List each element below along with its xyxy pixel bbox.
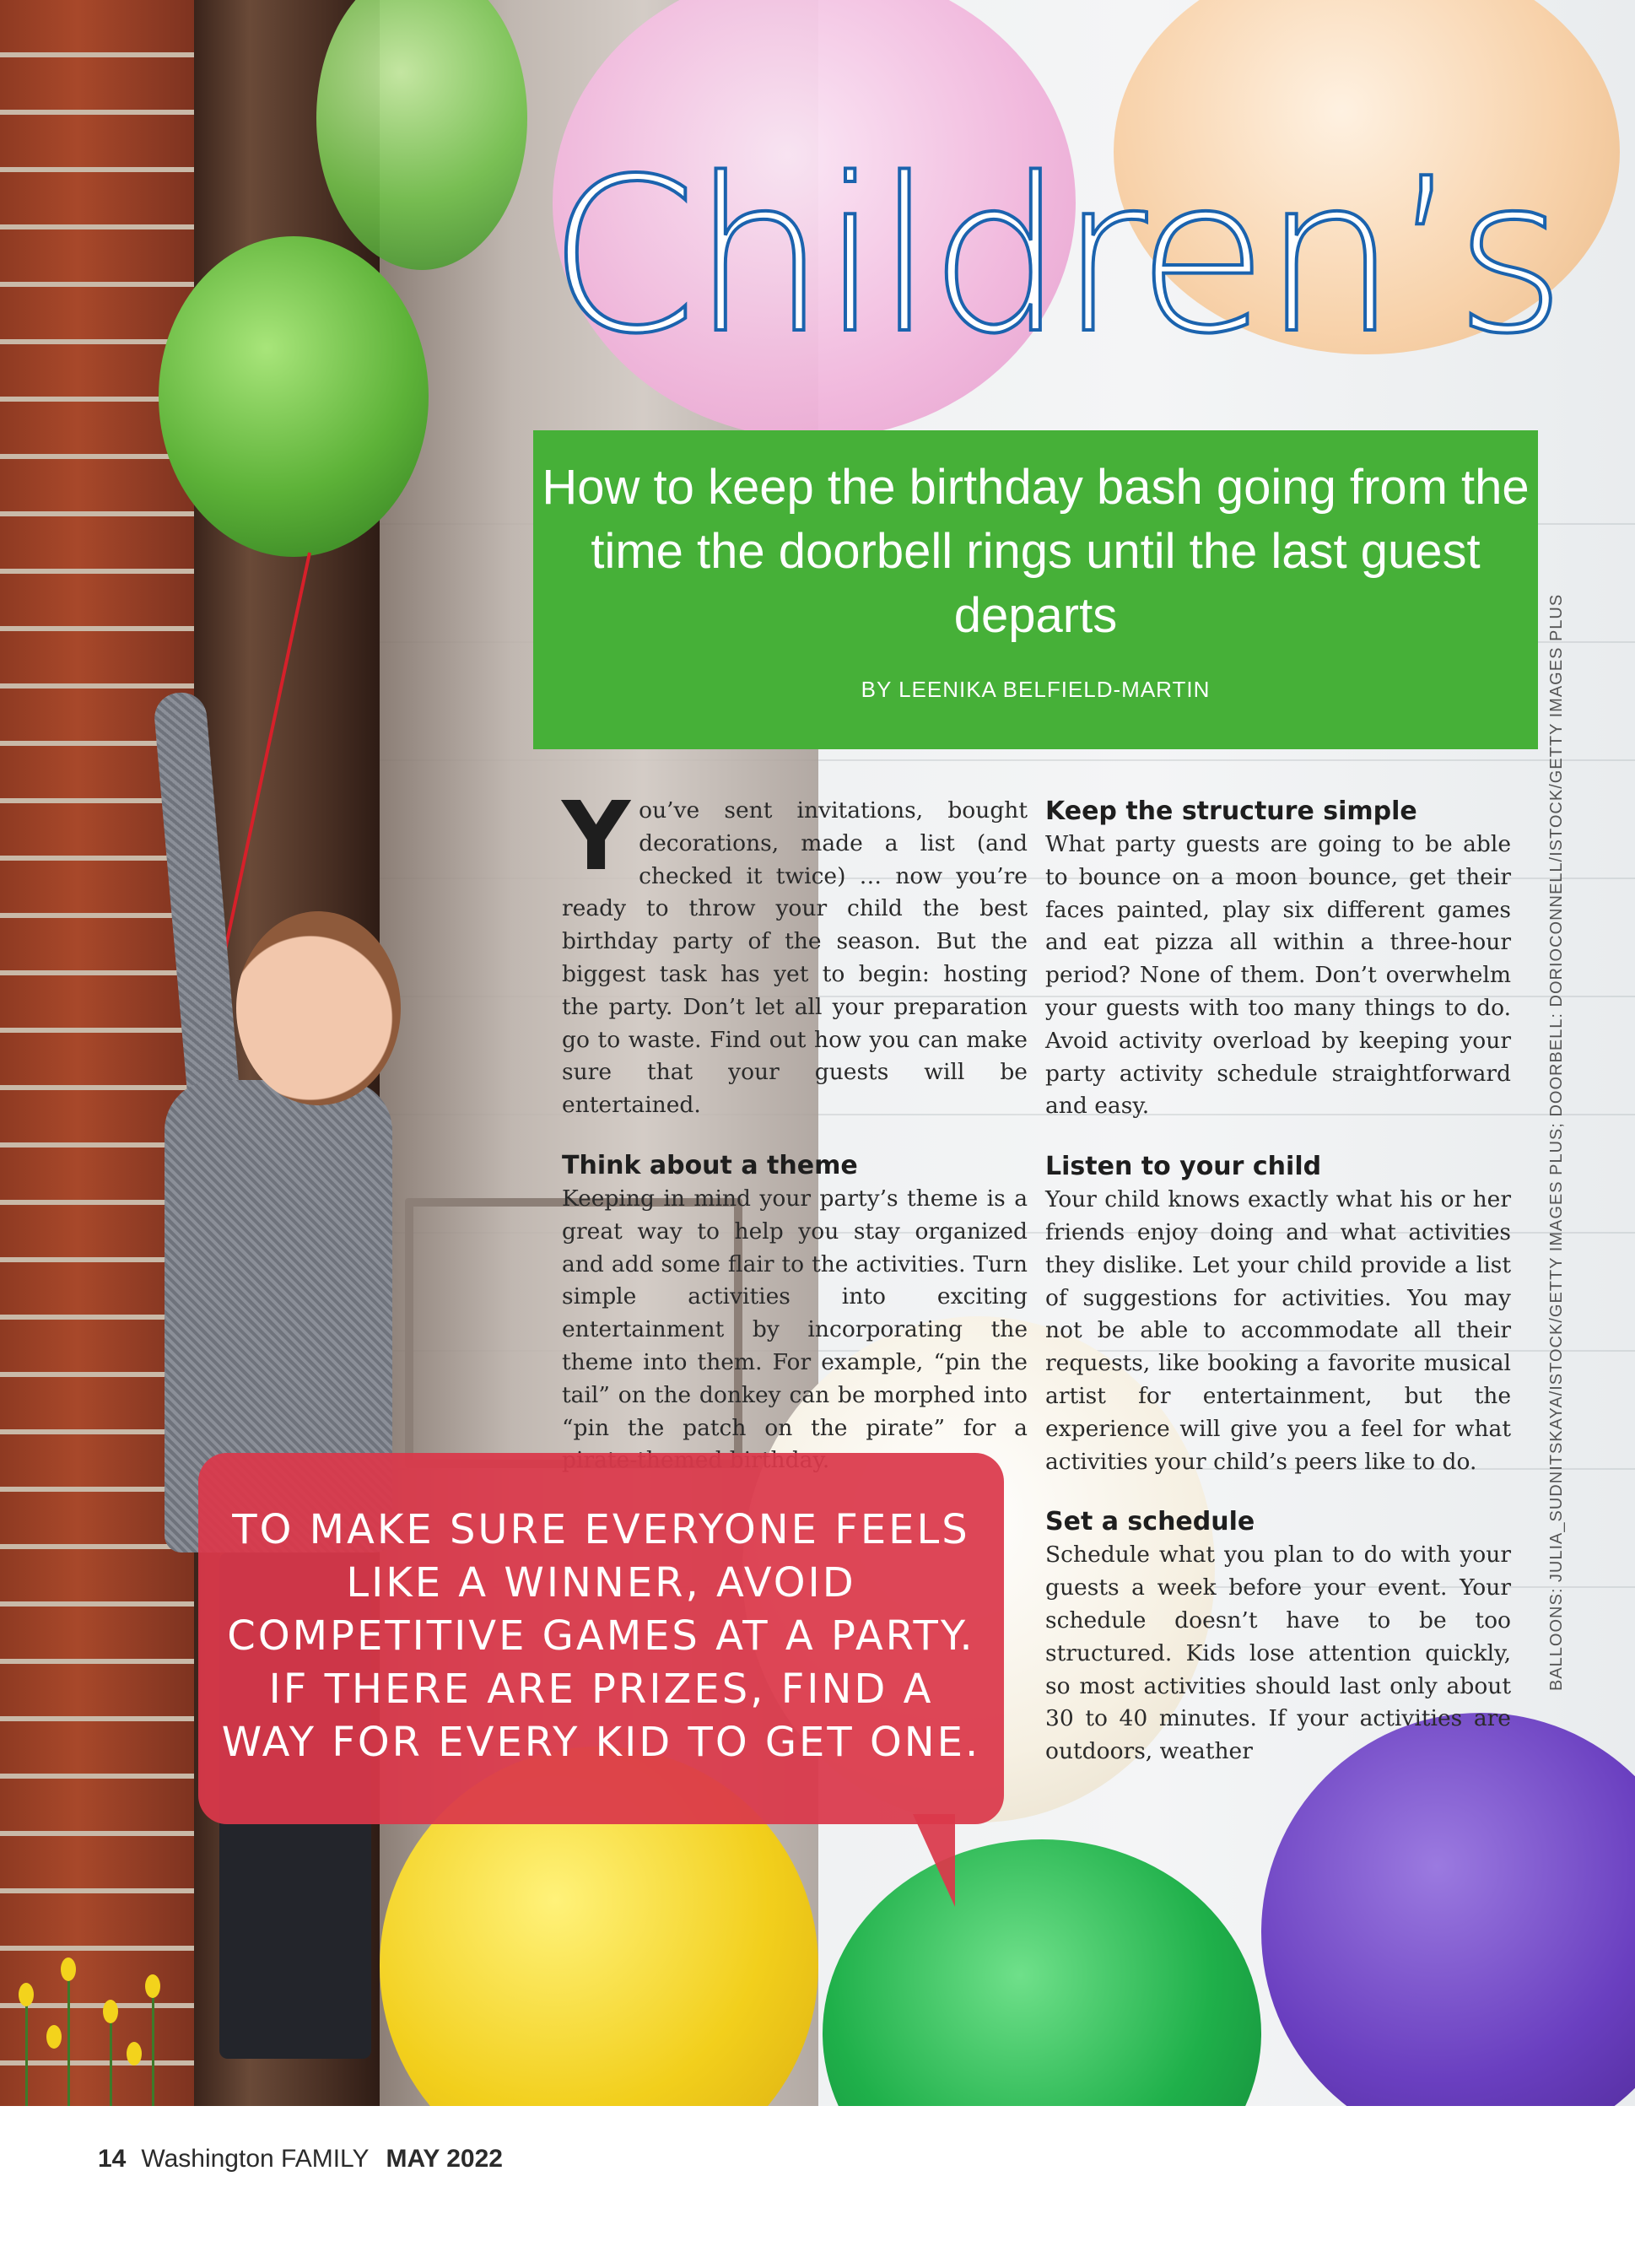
pull-quote: TO MAKE SURE EVERYONE FEELS LIKE A WINNER, AVOID COMPETITIVE GAMES AT A PARTY. IF THERE ARE PRIZES, FIND A WAY FOR EVERY KID TO GET ONE. bbox=[221, 1506, 981, 1766]
section-heading: Listen to your child bbox=[1045, 1152, 1322, 1182]
pull-quote-bubble bbox=[198, 1453, 1004, 1824]
section-body: Your child knows exactly what his or her friends enjoy doing and what activities they dislike. Let your child provide a list of suggestions for activities. You may not be able to accommodate all their requests, like booking a favorite musical artist for entertainment, but the experience will give you a feel for what activities your child’s peers like to do. bbox=[1045, 1186, 1511, 1475]
section-body: Schedule what you plan to do with your guests a week before your event. Your schedule doesn’t have to be too structured. Kids lose attention quickly, so most activities should last only about 30 to 40 minutes. If your activities are outdoors, weather bbox=[1045, 1542, 1511, 1765]
article-deck: How to keep the birthday bash going from the time the doorbell rings until the last guest departs bbox=[542, 460, 1530, 643]
balloon-purple bbox=[1261, 1713, 1635, 2106]
magazine-name: Washington FAMILY bbox=[141, 2145, 370, 2173]
section-heading: Think about a theme bbox=[562, 1150, 858, 1180]
drop-cap: Y bbox=[562, 782, 631, 892]
daffodils bbox=[0, 1932, 202, 2106]
folio bbox=[98, 2145, 503, 2174]
page-number: 14 bbox=[98, 2145, 127, 2173]
photo-credit: BALLOONS: JULIA_SUDNITSKAYA/ISTOCK/GETTY IMAGES PLUS; DOORBELL: DORIOCONNELL/ISTOCK/GETTY IMAGES PLUS bbox=[1547, 593, 1566, 1691]
intro-text: ou’ve sent invitations, bought decorations, made a list (and checked it twice) … now you’re ready to throw your child the best birthday party of the season. But the biggest task has yet to begin: hosting the party. Don’t let all your preparation go to waste. Find out how you can make sure that your guests will be entertained. bbox=[562, 797, 1028, 1119]
deck-banner bbox=[533, 430, 1538, 749]
article-column-1 bbox=[562, 782, 1028, 1477]
issue-date: MAY 2022 bbox=[386, 2145, 503, 2173]
article-column-2 bbox=[1045, 795, 1511, 1768]
section-body: What party guests are going to be able to bounce on a moon bounce, get their faces painted, play six different games and eat pizza all within a three-hour period? None of them. Don’t overwhelm your guests with too many things to do. Avoid activity overload by keeping your party activity schedule straightforward and easy. bbox=[1045, 831, 1511, 1120]
section-heading: Set a schedule bbox=[1045, 1507, 1255, 1537]
child-face bbox=[236, 911, 401, 1105]
page-footer bbox=[0, 2106, 1635, 2268]
speech-bubble-tail bbox=[913, 1814, 955, 1907]
intro-paragraph bbox=[562, 782, 1028, 1122]
brick-wall bbox=[0, 0, 194, 2106]
article-headline: Children’s bbox=[548, 133, 1561, 381]
byline: BY LEENIKA BELFIELD-MARTIN bbox=[861, 677, 1211, 702]
section-heading: Keep the structure simple bbox=[1045, 796, 1417, 826]
balloon-green-bottom bbox=[823, 1839, 1261, 2106]
section-body: Keeping in mind your party’s theme is a great way to help you stay organized and add some flair to the activities. Turn simple activities into exciting entertainment by incorporating the theme into them. For example, “pin the tail” on the donkey can be morphed into “pin the patch on the pirate” for a bbox=[562, 1185, 1028, 1441]
balloon-green-left bbox=[159, 236, 429, 557]
